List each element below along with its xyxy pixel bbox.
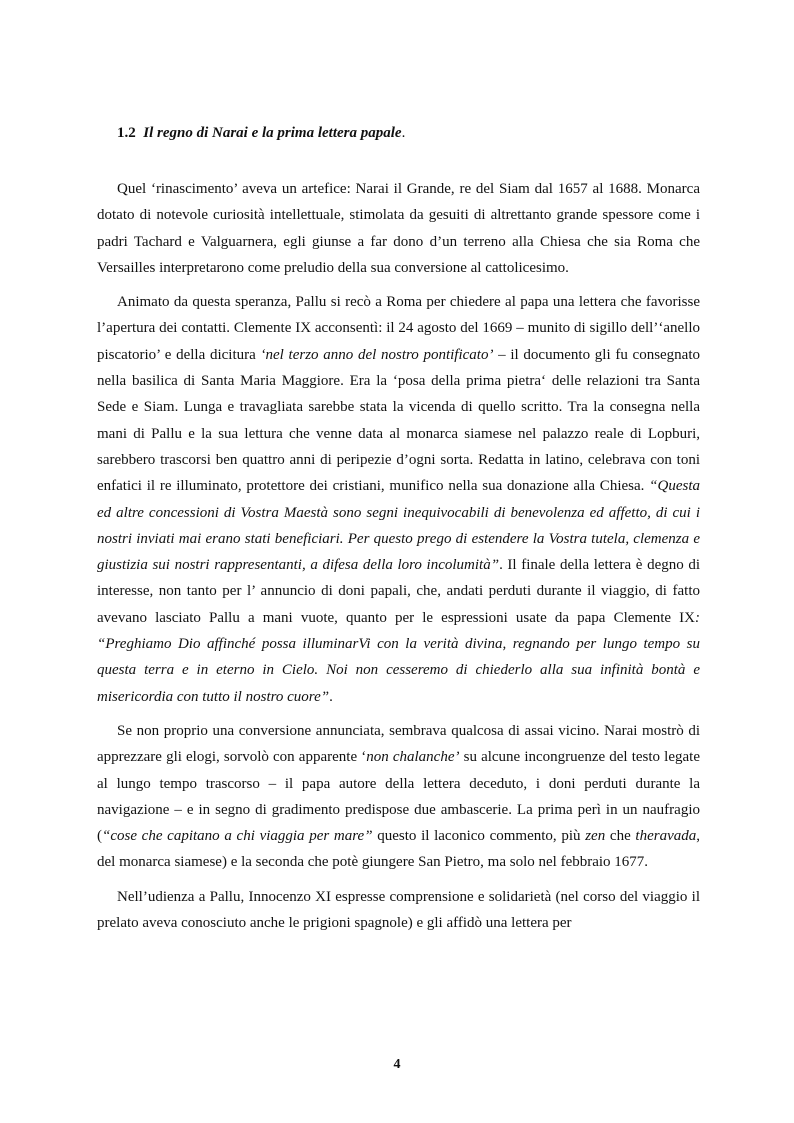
italic-text: theravada: [635, 828, 697, 845]
italic-text: : “Preghiamo Dio affinché possa illuminarVi con la verità divina, regnando per lungo tempo su questa terra e in eterno in Cielo. Noi non cesseremo di chiederlo alla sua infinità bontà e misericordia con tutto il nostro cuore”: [97, 609, 700, 705]
paragraph: [97, 176, 700, 281]
paragraph: [97, 718, 700, 876]
paragraph: [97, 289, 700, 710]
body-text: [97, 176, 700, 944]
text-span: . Il finale della lettera è degno di interesse, non tanto per l’ annuncio di doni papali, che, andati perduti durante il viaggio, di fatto avevano lasciato Pallu a mani vuote, quanto per le espressioni usate da papa Clemente IX: [97, 557, 701, 626]
text-span: Nell’udienza a Pallu, Innocenzo XI espresse comprensione e solidarietà (nel corso del viaggio il prelato aveva conosciuto anche le prigioni spagnole) e gli affidò una lettera per: [97, 888, 700, 932]
text-span: Se non proprio una conversione annunciata, sembrava qualcosa di assai vicino. Narai mostrò di apprezzare gli elogi, sorvolò con apparente ‘: [97, 722, 700, 766]
text-span: Quel ‘rinascimento’ aveva un artefice: Narai il Grande, re del Siam dal 1657 al 1688. Monarca dotato di notevole curiosità intellettuale, stimolata da gesuiti di altrettanto grande spessore come i padri Tachard e Valguarnera, egli giunse a far dono d’un terreno alla Chiesa che sia Roma che Versailles interpretarono come preludio della sua conversione al cattolicesimo.: [97, 181, 700, 276]
text-span: questo il laconico commento, più: [372, 828, 586, 845]
section-title-end: .: [401, 125, 406, 141]
text-span: Animato da questa speranza, Pallu si recò a Roma per chiedere al papa una lettera che favorisse l’apertura dei contatti. Clemente IX acconsentì: il 24 agosto del 1669 – munito di sigillo dell’‘anello piscatorio’ e della dicitura: [97, 294, 700, 363]
text-span: che: [605, 828, 636, 845]
section-title: Il regno di Narai e la prima lettera papale: [143, 125, 402, 141]
section-number: 1.2: [117, 125, 136, 141]
text-span: .: [329, 688, 333, 705]
italic-text: ‘nel terzo anno del nostro pontificato’: [260, 346, 494, 363]
italic-text: non chalanche’: [366, 749, 460, 766]
page-number: 4: [393, 1057, 401, 1072]
text-span: – il documento gli fu consegnato nella basilica di Santa Maria Maggiore. Era la ‘posa della prima pietra‘ delle relazioni tra Santa Sede e Siam. Lunga e travagliata sarebbe stata la vicenda di quello scritto. Tra la consegna nella mani di Pallu e la sua lettura che venne data al monarca siamese nel palazzo reale di Lopburi, sarebbero trascorsi ben quattro anni di peripezie d’ogni sorta. Redatta in latino, celebrava con toni enfatici il re illuminato, protettore dei cristiani, munifico nella sua donazione alla Chiesa.: [97, 346, 701, 495]
italic-text: “cose che capitano a chi viaggia per mare”: [102, 828, 373, 845]
italic-text: “Questa ed altre concessioni di Vostra Maestà sono segni inequivocabili di benevolenza ed affetto, di cui i nostri inviati mai erano stati beneficiari. Per questo prego di estendere la Vostra tutela, clemenza e giustizia sui nostri rappresentanti, a difesa della loro incolumità”: [97, 478, 700, 574]
text-span: su alcune incongruenze del testo legate al lungo tempo trascorso – il papa autore della lettera deceduto, i doni perduti durante la navigazione – e in segno di gradimento predispose due ambascerie. La prima perì in un naufragio (: [97, 749, 700, 845]
italic-text: zen: [585, 828, 606, 845]
section-heading: [117, 123, 405, 143]
text-span: , del monarca siamese) e la seconda che potè giungere San Pietro, ma solo nel febbraio 1677.: [97, 828, 700, 871]
paragraph: [97, 884, 700, 937]
